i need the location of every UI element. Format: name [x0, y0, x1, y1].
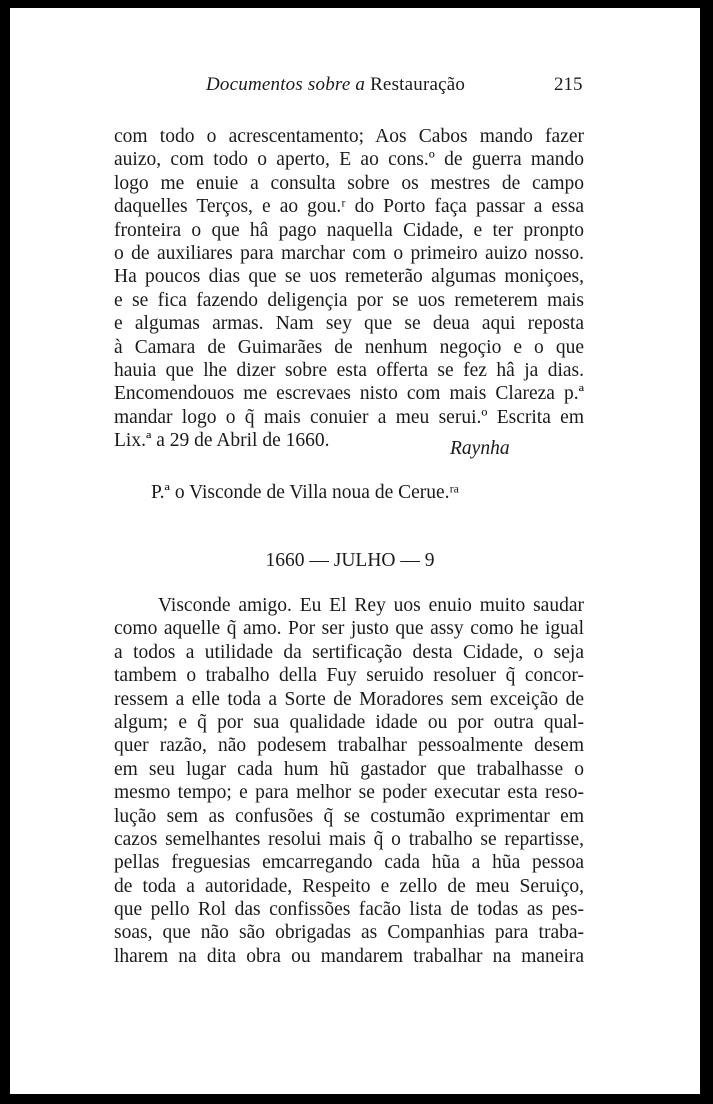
signature: Raynha: [450, 438, 510, 459]
text-line: com todo o acrescentamento; Aos Cabos mando fazer: [114, 126, 584, 147]
text-line: Ha poucos dias que se uos remeterão algumas moniçoes,: [114, 266, 584, 288]
text-line: que pello Rol das confissões facão lista de todas as pes-: [114, 899, 584, 921]
text-line: Lix.ª a 29 de Abril de 1660.: [114, 430, 330, 452]
addressee-line: P.ª o Visconde de Villa noua de Cerue.ʳᵃ: [151, 482, 460, 503]
text-line: o de auxiliares para marchar com o primeiro auizo nosso.: [114, 242, 584, 264]
text-line: à Camara de Guimarães de nenhum negoçio e o que: [114, 336, 584, 358]
document-date-heading: 1660 — JULHO — 9: [265, 550, 435, 571]
text-line: Encomendouos me escrevaes nisto com mais Clareza p.ª: [114, 383, 584, 405]
book-page: [10, 8, 700, 1094]
text-line: mandar logo o q̃ mais conuier a meu serui.º Escrita em: [114, 406, 584, 428]
text-line: tambem o trabalho della Fuy seruido resoluer q̃ concor-: [114, 665, 584, 687]
text-line: pellas freguesias emcarregando cada hũa a hũa pessoa: [114, 852, 584, 874]
text-line: fronteira o que hâ pago naquella Cidade, e ter pronpto: [114, 219, 584, 241]
text-line: mesmo tempo; e para melhor se poder executar esta reso-: [114, 782, 584, 804]
running-title: [206, 74, 465, 96]
text-line: como aquelle q̃ amo. Por ser justo que assy como he igual: [114, 618, 584, 640]
text-line: cazos semelhantes resolui mais q̃ o trabalho se repartisse,: [114, 828, 584, 850]
text-line: soas, que não são obrigadas as Companhias para traba-: [114, 922, 584, 944]
text-line: algum; e q̃ por sua qualidade idade ou por outra qual-: [114, 711, 584, 733]
text-line: em seu lugar cada hum hũ gastador que trabalhasse o: [114, 758, 584, 780]
text-line: lução sem as confusões q̃ se costumão exprimentar em: [114, 805, 584, 827]
running-title-roman: Restauração: [370, 74, 466, 95]
text-line: de toda a autoridade, Respeito e zello de meu Seruiço,: [114, 875, 584, 897]
text-line: logo me enuie a consulta sobre os mestres de campo: [114, 172, 584, 194]
text-line: a todos a utilidade da sertificação desta Cidade, o seja: [114, 641, 584, 663]
text-line: daquelles Terços, e ao gou.ʳ do Porto faça passar a essa: [114, 196, 584, 218]
letter-body-2: [114, 594, 584, 968]
text-line: lharem na dita obra ou mandarem trabalhar na maneira: [114, 945, 584, 967]
running-header: [10, 74, 700, 104]
text-line: e se fica fazendo deligençia por se uos remeterem mais: [114, 289, 584, 311]
text-line: ressem a elle toda a Sorte de Moradores sem exceição de: [114, 688, 584, 710]
text-line: hauia que lhe dizer sobre esta offerta se fez hâ ja dias.: [114, 359, 584, 381]
text-line: auizo, com todo o aperto, E ao cons.º de guerra mando: [114, 149, 584, 171]
text-line: Visconde amigo. Eu El Rey uos enuio muito saudar: [158, 595, 584, 616]
letter-body-1: [114, 125, 584, 452]
text-line: e algumas armas. Nam sey que se deua aqui reposta: [114, 313, 584, 335]
page-number: 215: [554, 74, 583, 95]
running-title-italic: Documentos sobre a: [206, 74, 366, 95]
text-line: quer razão, não podesem trabalhar pessoalmente desem: [114, 735, 584, 757]
